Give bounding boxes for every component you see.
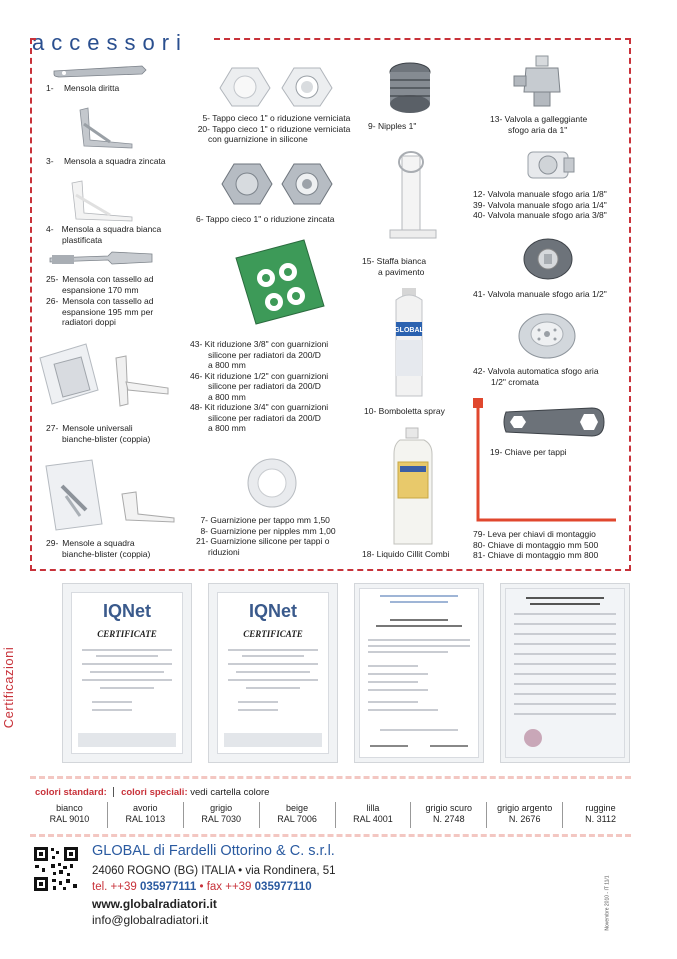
item-number: 1- — [46, 83, 54, 93]
item-number: 18- — [362, 549, 375, 559]
item-number: 15- — [362, 256, 375, 266]
special-colors-note: vedi cartella colore — [190, 787, 270, 798]
item-text: Valvola manuale sfogo aria 1/2" — [487, 289, 607, 299]
company-brand: GLOBAL — [92, 843, 150, 859]
color-swatch — [335, 802, 411, 828]
item-text: Valvola manuale sfogo aria 1/8" — [487, 189, 607, 199]
item-1-label — [46, 83, 119, 94]
item-number: 43- — [190, 339, 203, 349]
straight-bracket-image — [50, 62, 150, 84]
item-41-label — [473, 289, 607, 300]
company-name — [92, 843, 335, 859]
color-swatch — [259, 802, 335, 828]
color-swatch — [32, 802, 107, 828]
floor-bracket-image — [388, 146, 440, 246]
item-29-label — [46, 538, 150, 559]
item-text: Mensola con tassello ad — [62, 274, 154, 284]
item-text-2: plastificata — [62, 234, 103, 245]
item-number: 39- — [473, 199, 486, 210]
item-number: 20- — [197, 123, 210, 134]
item-text: Guarnizione silicone per tappi o — [210, 536, 330, 546]
item-text: Guarnizione per tappo mm 1,50 — [210, 515, 330, 525]
item-number: 80- — [473, 539, 486, 550]
item-number: 9- — [368, 121, 376, 131]
item-text: Mensole universali — [62, 423, 133, 433]
item-text: Leva per chiavi di montaggio — [487, 529, 596, 539]
qr-code-icon[interactable] — [33, 846, 79, 892]
color-code: N. 2676 — [508, 814, 541, 824]
certificate-iqnet-2 — [208, 583, 338, 763]
item-text-2: 1/2" cromata — [491, 376, 539, 387]
item-text: Kit riduzione 3/8" con guarnizioni — [204, 339, 329, 349]
fax-number[interactable]: 035977110 — [254, 881, 312, 893]
item-text: Mensola diritta — [63, 83, 120, 93]
item-text-3: a 800 mm — [208, 360, 246, 370]
item-10-label — [364, 406, 445, 417]
item-text-2: con guarnizione in silicone — [208, 134, 308, 144]
frame-top-border — [214, 38, 631, 40]
item-26-label — [46, 296, 154, 328]
website-link[interactable]: www.globalradiatori.it — [92, 897, 217, 911]
item-number: 79- — [473, 529, 486, 539]
company-phone-fax — [92, 881, 312, 893]
email-link[interactable]: info@globalradiatori.it — [92, 913, 209, 927]
color-name: lilla — [366, 803, 380, 813]
zinc-bracket-image — [70, 104, 140, 150]
item-number: 13- — [490, 114, 503, 124]
item-text-2: bianche-blister (coppia) — [62, 548, 151, 559]
item-3-label — [46, 156, 166, 167]
white-bracket-image — [66, 175, 140, 223]
color-swatch — [410, 802, 486, 828]
item-text-3: radiatori doppi — [62, 317, 116, 327]
item-79-label — [473, 529, 598, 561]
item-text: Guarnizione per nipples mm 1,00 — [210, 525, 336, 536]
item-text: Chiave per tappi — [504, 447, 567, 457]
item-text: Tappo cieco 1" o riduzione verniciata — [212, 123, 351, 134]
color-name: bianco — [56, 803, 83, 813]
item-number: 5- — [202, 113, 210, 123]
item-number: 4- — [46, 224, 54, 234]
color-swatch — [562, 802, 638, 828]
color-code: N. 3112 — [585, 814, 616, 824]
item-text: Tappo cieco 1" o riduzione verniciata — [212, 113, 351, 123]
manual-valve-image — [520, 142, 576, 188]
item-text-2: espansione 170 mm — [62, 284, 139, 295]
color-name: beige — [286, 803, 309, 813]
item-7-label — [196, 515, 336, 557]
item-12-label — [473, 189, 607, 221]
item-number: 21- — [196, 536, 209, 546]
color-code: N. 2748 — [433, 814, 465, 824]
item-9-label — [368, 121, 416, 132]
item-text-2: silicone per radiatori da 200/D — [208, 412, 321, 423]
item-4-label — [46, 224, 161, 245]
gasket-image — [240, 454, 304, 512]
painted-caps-image — [212, 62, 342, 110]
item-text: Kit riduzione 3/4" con guarnizioni — [204, 402, 329, 412]
item-text: Liquido Cillit Combi — [376, 549, 450, 559]
iqnet-logo: IQNet — [248, 601, 297, 621]
item-number: 46- — [190, 370, 203, 381]
item-number: 81- — [473, 550, 486, 560]
certifications-side-label — [1, 630, 32, 750]
spray-can-image — [388, 286, 440, 402]
item-number: 27- — [46, 423, 59, 433]
colors-top-divider — [30, 776, 631, 779]
color-code: RAL 9010 — [49, 814, 90, 824]
frame-top-border-left — [30, 38, 36, 40]
item-text: Mensola a squadra bianca — [61, 224, 162, 234]
zinc-caps-image — [212, 156, 342, 210]
certificate-gost — [500, 583, 630, 763]
item-text-3: a 800 mm — [208, 391, 246, 402]
color-name: ruggine — [585, 803, 616, 813]
item-18-label — [362, 549, 449, 560]
item-number: 7- — [200, 515, 208, 525]
fax-prefix: • fax ++39 — [199, 881, 252, 893]
item-text-2: silicone per radiatori da 200/D — [208, 381, 321, 391]
colors-heading — [35, 787, 269, 798]
item-text-2: riduzioni — [208, 546, 240, 557]
color-swatch — [107, 802, 183, 828]
item-25-label — [46, 274, 154, 295]
item-43-label — [190, 339, 328, 434]
item-number: 3- — [46, 156, 54, 166]
item-number: 10- — [364, 406, 377, 416]
color-name: grigio argento — [497, 803, 553, 813]
color-code: RAL 7030 — [201, 814, 242, 824]
colors-bottom-divider — [30, 834, 631, 837]
automatic-valve-image — [514, 310, 580, 364]
assembly-key-lever-image — [470, 396, 620, 528]
item-15-label — [362, 256, 426, 277]
item-number: 12- — [473, 189, 486, 199]
item-text: Valvola automatica sfogo aria — [487, 366, 599, 376]
item-number: 40- — [473, 210, 486, 220]
item-text: Valvola a galleggiante — [504, 114, 588, 124]
item-text: Mensole a squadra — [62, 538, 135, 548]
item-text-2: bianche-blister (coppia) — [62, 433, 151, 444]
item-text: Staffa bianca — [376, 256, 427, 266]
item-27-label — [46, 423, 150, 444]
manual-valve-half-image — [518, 234, 578, 284]
reduction-kit-image — [222, 236, 332, 330]
item-text-2: espansione 195 mm per — [62, 306, 154, 317]
item-text: Nipples 1" — [377, 121, 417, 131]
certificate-iqnet-1 — [62, 583, 192, 763]
anchor-bracket-image — [48, 246, 158, 272]
company-address: 24060 ROGNO (BG) ITALIA • via Rondinera, 51 — [92, 865, 336, 877]
nipple-image — [384, 58, 436, 118]
item-text: Kit riduzione 1/2" con guarnizioni — [204, 370, 329, 381]
float-valve-image — [510, 52, 574, 112]
certificate-ce-directive — [354, 583, 484, 763]
color-swatches-row — [32, 802, 638, 828]
item-number: 8- — [200, 525, 208, 536]
iqnet-logo: IQNet — [102, 601, 151, 621]
item-number: 6- — [196, 214, 204, 224]
color-code: RAL 4001 — [353, 814, 393, 824]
item-6-label — [196, 214, 335, 225]
spray-brand-label: GLOBAL — [394, 327, 424, 334]
item-text-3: a 800 mm — [208, 423, 246, 433]
item-number: 29- — [46, 538, 59, 548]
color-swatch — [183, 802, 259, 828]
item-text: Valvola manuale sfogo aria 1/4" — [487, 199, 607, 210]
color-name: grigio — [210, 803, 233, 813]
color-name: grigio scuro — [425, 803, 473, 813]
item-text: Bomboletta spray — [378, 406, 445, 416]
item-text: Chiave di montaggio mm 800 — [487, 550, 599, 560]
item-number: 48- — [190, 402, 203, 412]
print-code-text: Novembre 2010 - IT 11/1 — [604, 875, 611, 931]
item-text-2: a pavimento — [378, 266, 425, 277]
item-19-label — [490, 447, 567, 458]
item-text: Tappo cieco 1" o riduzione zincata — [205, 214, 335, 224]
color-code: RAL 1013 — [125, 814, 166, 824]
item-number: 42- — [473, 366, 486, 376]
item-text: Mensola con tassello ad — [62, 296, 154, 306]
item-number: 41- — [473, 289, 486, 299]
standard-colors-label: colori standard: — [35, 787, 107, 798]
item-number: 25- — [46, 274, 59, 284]
item-number: 19- — [490, 447, 503, 457]
color-swatch — [486, 802, 562, 828]
item-13-label — [490, 114, 587, 135]
item-number: 26- — [46, 296, 59, 306]
item-5-label — [196, 113, 350, 145]
cillit-bottle-image — [390, 426, 442, 548]
universal-brackets-blister-image — [36, 338, 176, 418]
tel-number[interactable]: 035977111 — [139, 881, 197, 893]
company-rest: di Fardelli Ottorino & C. s.r.l. — [153, 843, 335, 859]
special-colors-label: colori speciali: — [121, 787, 188, 798]
item-text-2: silicone per radiatori da 200/D — [208, 349, 321, 360]
certificate-title: CERTIFICATE — [243, 629, 303, 639]
item-42-label — [473, 366, 599, 387]
color-name: avorio — [133, 803, 158, 813]
certificate-title: CERTIFICATE — [97, 629, 157, 639]
square-brackets-blister-image — [40, 456, 180, 534]
item-text: Valvola manuale sfogo aria 3/8" — [487, 210, 607, 220]
item-text-2: sfogo aria da 1" — [508, 124, 568, 135]
certifications-label-text: Certificazioni — [1, 646, 17, 729]
page-title: accessori — [32, 30, 188, 55]
item-text: Chiave di montaggio mm 500 — [487, 539, 599, 550]
color-code: RAL 7006 — [277, 814, 317, 824]
item-text: Mensola a squadra zincata — [63, 156, 166, 166]
tel-prefix: tel. ++39 — [92, 881, 137, 893]
